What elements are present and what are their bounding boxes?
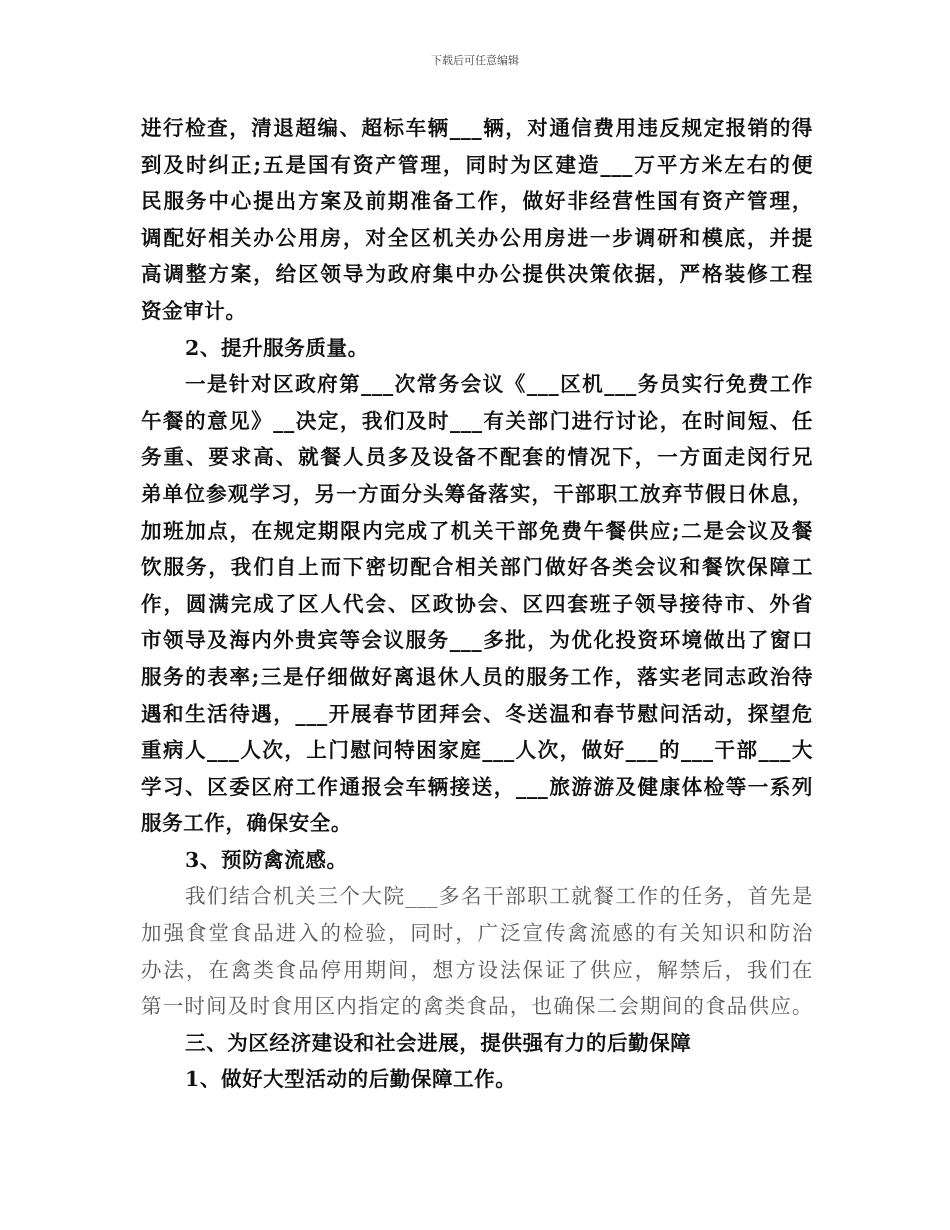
text-line: 市领导及海内外贵宾等会议服务___多批，为优化投资环境做出了窗口 [141, 628, 813, 653]
text-line: 办法，在禽类食品停用期间，想方设法保证了供应，解禁后，我们在 [141, 957, 813, 982]
text-line: 3、预防禽流感。 [185, 847, 348, 872]
text-line: 民服务中心提出方案及前期准备工作，做好非经营性国有资产管理， [141, 189, 813, 214]
text-line: 加强食堂食品进入的检验，同时，广泛宣传禽流感的有关知识和防治 [141, 921, 813, 946]
text-line: 务重、要求高、就餐人员多及设备不配套的情况下，一方面走闵行兄 [141, 445, 813, 470]
text-line: 高调整方案，给区领导为政府集中办公提供决策依据，严格装修工程 [141, 262, 813, 287]
document-body [141, 110, 813, 1098]
text-line: 调配好相关办公用房，对全区机关办公用房进一步调研和模底，并提 [141, 225, 813, 250]
text-line: 弟单位参观学习，另一方面分头筹备落实，干部职工放弃节假日休息， [141, 481, 813, 506]
text-line: 1、做好大型活动的后勤保障工作。 [185, 1067, 517, 1092]
page-header: 下载后可任意编辑 [431, 54, 519, 67]
text-line: 重病人___人次，上门慰问特困家庭___人次，做好___的___干部___大 [141, 738, 813, 763]
text-line: 我们结合机关三个大院___多名干部职工就餐工作的任务，首先是 [185, 884, 813, 909]
text-line: 一是针对区政府第___次常务会议《___区机___务员实行免费工作 [185, 372, 813, 397]
text-line: 遇和生活待遇，___开展春节团拜会、冬送温和春节慰问活动，探望危 [141, 701, 813, 726]
text-line: 2、提升服务质量。 [185, 335, 369, 360]
text-line: 进行检查，清退超编、超标车辆___辆，对通信费用违反规定报销的得 [141, 116, 813, 140]
text-line: 加班加点，在规定期限内完成了机关干部免费午餐供应;二是会议及餐 [141, 518, 813, 543]
text-line: 服务的表率;三是仔细做好离退休人员的服务工作，落实老同志政治待 [141, 664, 813, 689]
text-line: 到及时纠正;五是国有资产管理，同时为区建造___万平方米左右的便 [141, 152, 813, 177]
text-line: 饮服务，我们自上而下密切配合相关部门做好各类会议和餐饮保障工 [141, 555, 813, 580]
text-line: 服务工作，确保安全。 [141, 811, 352, 836]
text-line: 资金审计。 [141, 298, 247, 323]
text-line: 学习、区委区府工作通报会车辆接送，___旅游游及健康体检等一系列 [141, 774, 813, 799]
text-line: 三、为区经济建设和社会进展，提供强有力的后勤保障 [185, 1030, 692, 1055]
text-line: 第一时间及时食用区内指定的禽类食品，也确保二会期间的食品供应。 [141, 994, 813, 1019]
text-line: 午餐的意见》__决定，我们及时___有关部门进行讨论，在时间短、任 [141, 408, 813, 433]
text-line: 作，圆满完成了区人代会、区政协会、区四套班子领导接待市、外省 [141, 591, 813, 616]
